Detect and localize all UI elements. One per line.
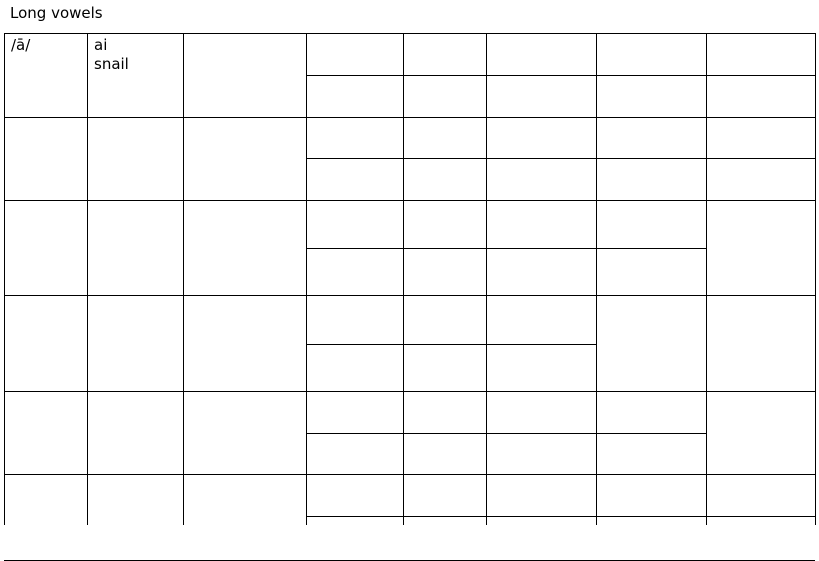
vowel-symbol: /ā/ [11, 36, 31, 54]
row-border [4, 33, 815, 34]
column-border [183, 33, 184, 525]
column-border [403, 33, 404, 525]
page-title: Long vowels [10, 4, 103, 22]
column-border [815, 33, 816, 525]
column-border [486, 33, 487, 525]
cell-divider [306, 433, 706, 434]
key-word: snail [94, 55, 129, 73]
cell-divider [306, 516, 815, 517]
row-border [4, 391, 815, 392]
key-spelling: ai [94, 36, 108, 54]
row-border [4, 117, 815, 118]
row-border [4, 474, 815, 475]
column-border [306, 33, 307, 525]
cell-divider [306, 344, 596, 345]
cell-divider [306, 75, 815, 76]
row-border [4, 200, 815, 201]
column-border [4, 33, 5, 525]
column-border [87, 33, 88, 525]
cell-divider [306, 158, 815, 159]
column-border [596, 33, 597, 525]
column-border [706, 33, 707, 525]
cell-divider [306, 248, 706, 249]
row-border [4, 295, 815, 296]
